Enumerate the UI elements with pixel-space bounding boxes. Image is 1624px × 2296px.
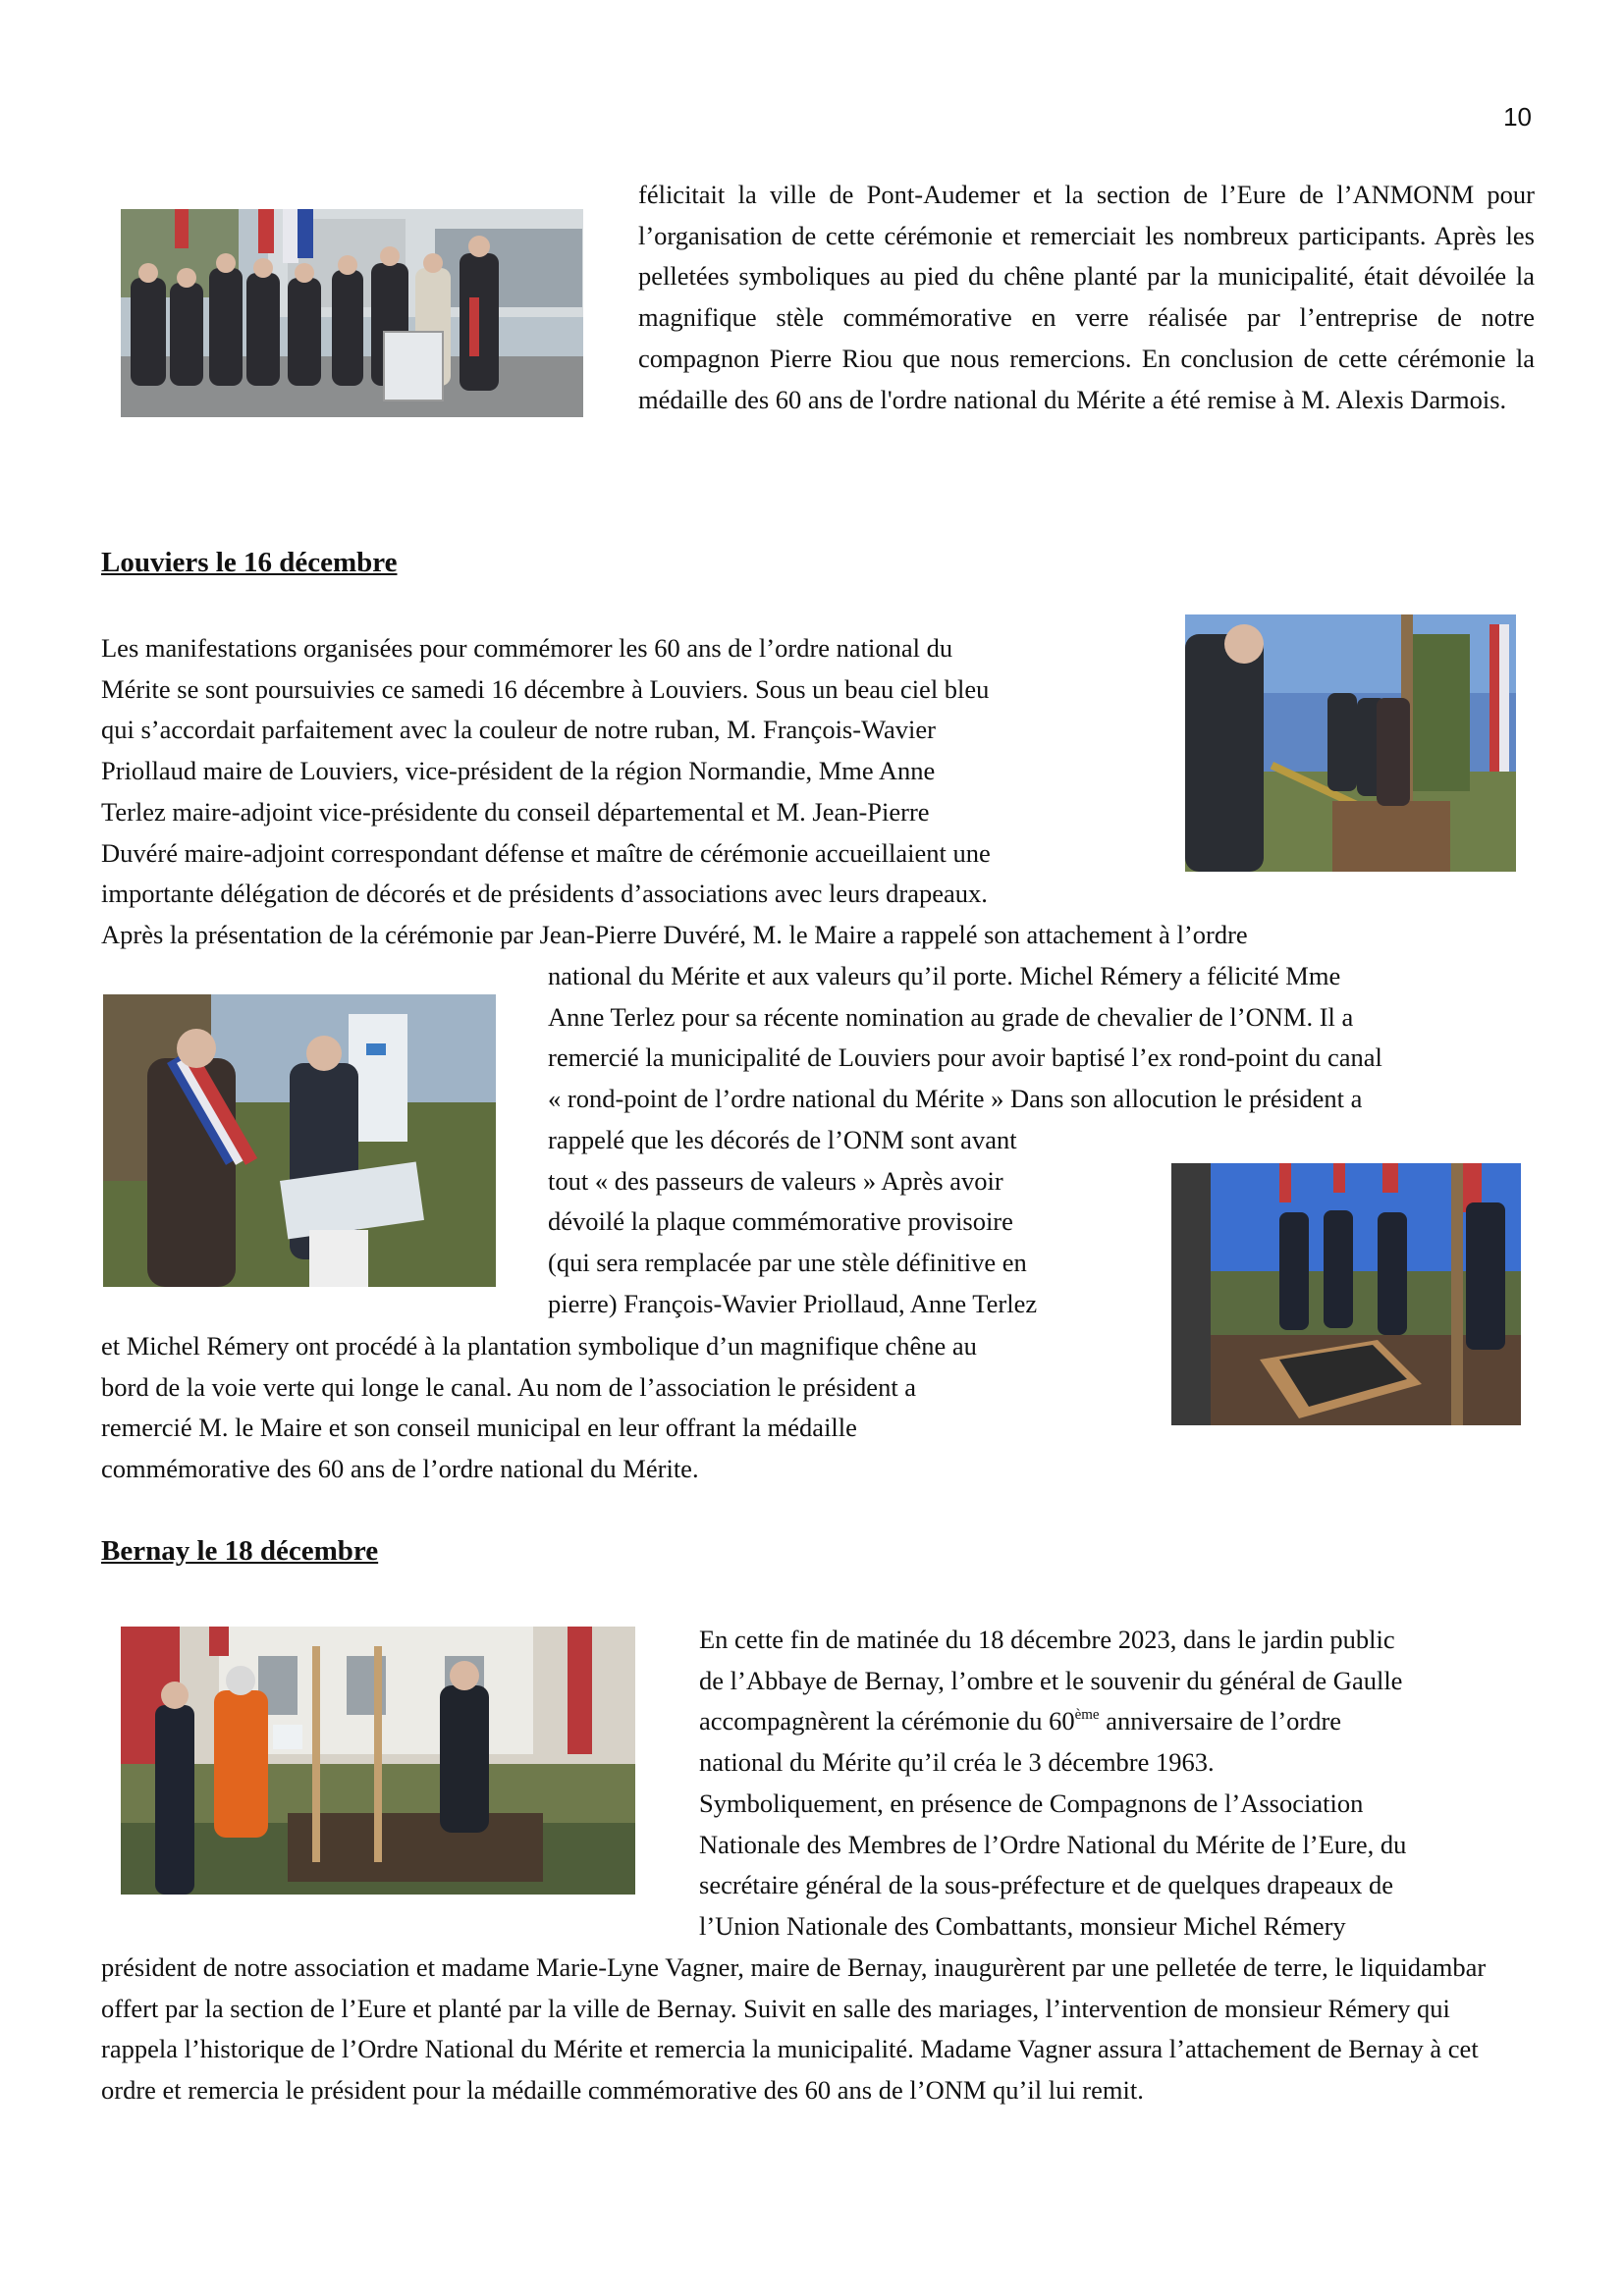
section-heading-louviers: Louviers le 16 décembre	[101, 547, 398, 578]
louviers-top-lines: Les manifestations organisées pour commémorer les 60 ans de l’ordre national du Mérite se sont poursuivies ce samedi 16 décembre à Louviers. Sous un beau ciel bleu qui s’accordait parfaitement avec la couleur de notre ruban, M. François-Wavier Priollaud maire de Louviers, vice-président de la région Normandie, Mme Anne Terlez maire-adjoint vice-présidente du conseil départemental et M. Jean-Pierre Duvéré maire-adjoint correspondant défense et maître de cérémonie accueillaient une importante délégation de décorés et de présidents d’associations avec leurs drapeaux.	[101, 633, 991, 909]
photo-louviers-plaque	[1171, 1163, 1521, 1425]
photo-louviers-speech	[103, 994, 496, 1287]
louviers-bottom-lines: et Michel Rémery ont procédé à la plantation symbolique d’un magnifique chêne au bord de la voie verte qui longe le canal. Au nom de l’association le président a remercié M. le Maire et son conseil municipal en leur offrant la médaille commémorative des 60 ans de l’ordre national du Mérite.	[101, 1331, 977, 1484]
bernay-top-lines: En cette fin de matinée du 18 décembre 2023, dans le jardin public de l’Abbaye de Bernay, l’ombre et le souvenir du général de Gaulle accompagnèrent la cérémonie du 60ème anniversaire de l’ordre national du Mérite qu’il créa le 3 décembre 1963. Symboliquement, en présence de Compagnons de l’Association Nationale des Membres de l’Ordre National du Mérite de l’Eure, du secrétaire général de la sous-préfecture et de quelques drapeaux de l’Union Nationale des Combattants, monsieur Michel Rémery	[699, 1625, 1407, 1941]
photo-louviers-tree-planting	[1185, 614, 1516, 872]
intro-paragraph: félicitait la ville de Pont-Audemer et la section de l’Eure de l’ANMONM pour l’organisation de cette cérémonie et remerciait les nombreux participants. Après les pelletées symboliques au pied du chêne planté par la municipalité, était dévoilée la magnifique stèle commémorative en verre réalisée par l’entreprise de notre compagnon Pierre Riou que nous remercions. En conclusion de cette cérémonie la médaille des 60 ans de l'ordre national du Mérite a été remise à M. Alexis Darmois.	[638, 180, 1535, 414]
page-number: 10	[1503, 102, 1532, 132]
louviers-full-line: Après la présentation de la cérémonie par Jean-Pierre Duvéré, M. le Maire a rappelé son attachement à l’ordre	[101, 920, 1248, 949]
bernay-paragraph-rest: président de notre association et madame Marie-Lyne Vagner, maire de Bernay, inaugurèrent par une pelletée de terre, le liquidambar offert par la section de l’Eure et planté par la ville de Bernay. Suivit en salle des mariages, l’intervention de monsieur Rémery qui rappela l’historique de l’Ordre National du Mérite et remercia la municipalité. Madame Vagner assura l’attachement de Bernay à cet ordre et remercia le président pour la médaille commémorative des 60 ans de l’ONM qu’il lui remit.	[101, 1952, 1487, 2106]
louviers-middle-lines: national du Mérite et aux valeurs qu’il porte. Michel Rémery a félicité Mme Anne Terlez pour sa récente nomination au grade de chevalier de l’ONM. Il a remercié la municipalité de Louviers pour avoir baptisé l’ex rond-point du canal « rond-point de l’ordre national du Mérite » Dans son allocution le président a rappelé que les décorés de l’ONM sont avant tout « des passeurs de valeurs » Après avoir dévoilé la plaque commémorative provisoire (qui sera remplacée par une stèle définitive en pierre) François-Wavier Priollaud, Anne Terlez	[548, 961, 1382, 1318]
photo-bernay-tree-planting	[121, 1627, 635, 1895]
section-heading-bernay: Bernay le 18 décembre	[101, 1535, 379, 1567]
photo-pont-audemer-group	[121, 209, 583, 417]
